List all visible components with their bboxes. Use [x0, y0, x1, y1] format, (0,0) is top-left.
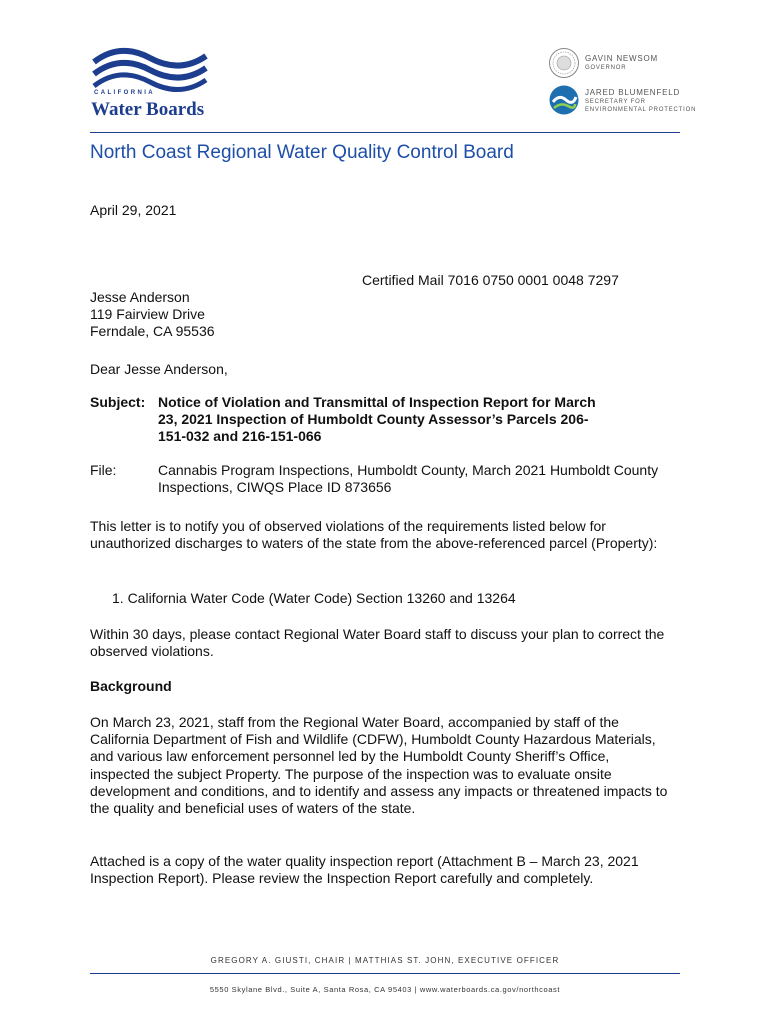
paragraph-background: On March 23, 2021, staff from the Regional Water Board, accompanied by staff of the California Department of Fish and Wildlife (CDFW), Humboldt County Hazardous Materials, and various law enforcement personnel led by the Humboldt County Sheriff’s Office, inspected the subject Property. The purpose of the inspection was to evaluate onsite development and conditions, and to identify and assess any impacts or threatened impacts to the quality and beneficial uses of waters of the state. — [90, 714, 668, 817]
recipient-address — [90, 289, 215, 341]
background-heading: Background — [90, 678, 172, 694]
violation-list-item: 1. California Water Code (Water Code) Section 13260 and 13264 — [112, 590, 516, 606]
secretary-name: JARED BLUMENFELD — [585, 88, 681, 97]
recipient-city: Ferndale, CA 95536 — [90, 323, 215, 340]
file-text: Cannabis Program Inspections, Humboldt County, March 2021 Humboldt County Inspections, CIWQS Place ID 873656 — [158, 462, 659, 496]
secretary-title-line2: ENVIRONMENTAL PROTECTION — [585, 107, 697, 113]
paragraph-contact: Within 30 days, please contact Regional Water Board staff to discuss your plan to correct the observed violations. — [90, 626, 665, 660]
certified-mail-number: Certified Mail 7016 0750 0001 0048 7297 — [362, 272, 619, 288]
governor-name: GAVIN NEWSOM — [585, 54, 659, 63]
paragraph-notification: This letter is to notify you of observed violations of the requirements listed below for unauthorized discharges to waters of the state from the above-referenced parcel (Property): — [90, 518, 658, 552]
footer-officers: GREGORY A. GIUSTI, CHAIR | MATTHIAS ST. JOHN, EXECUTIVE OFFICER — [210, 956, 560, 965]
governor-title: GOVERNOR — [585, 65, 627, 71]
secretary-title-line1: SECRETARY FOR — [585, 99, 646, 105]
subject-label: Subject: — [90, 394, 146, 410]
file-label: File: — [90, 462, 117, 478]
logo-water-boards-text: Water Boards — [91, 99, 205, 120]
logo-california-text: CALIFORNIA — [94, 90, 155, 96]
footer-address: 5550 Skylane Blvd., Suite A, Santa Rosa, CA 95403 | www.waterboards.ca.gov/northcoast — [209, 985, 561, 994]
subject-text: Notice of Violation and Transmittal of Inspection Report for March 23, 2021 Inspection of Humboldt County Assessor’s Parcels 206-151-032 and 216-151-066 — [158, 394, 596, 445]
recipient-name: Jesse Anderson — [90, 289, 190, 305]
letter-date: April 29, 2021 — [90, 202, 177, 218]
calepa-logo-icon — [548, 84, 580, 116]
board-name-heading: North Coast Regional Water Quality Control Board — [90, 142, 514, 163]
state-seal-icon — [548, 47, 580, 79]
salutation: Dear Jesse Anderson, — [90, 361, 228, 377]
footer-divider — [90, 973, 680, 974]
recipient-street: 119 Fairview Drive — [90, 306, 205, 323]
paragraph-attachment: Attached is a copy of the water quality inspection report (Attachment B – March 23, 2021 Inspection Report). Please review the Inspection Report carefully and completely. — [90, 853, 639, 887]
header-divider — [90, 132, 680, 133]
